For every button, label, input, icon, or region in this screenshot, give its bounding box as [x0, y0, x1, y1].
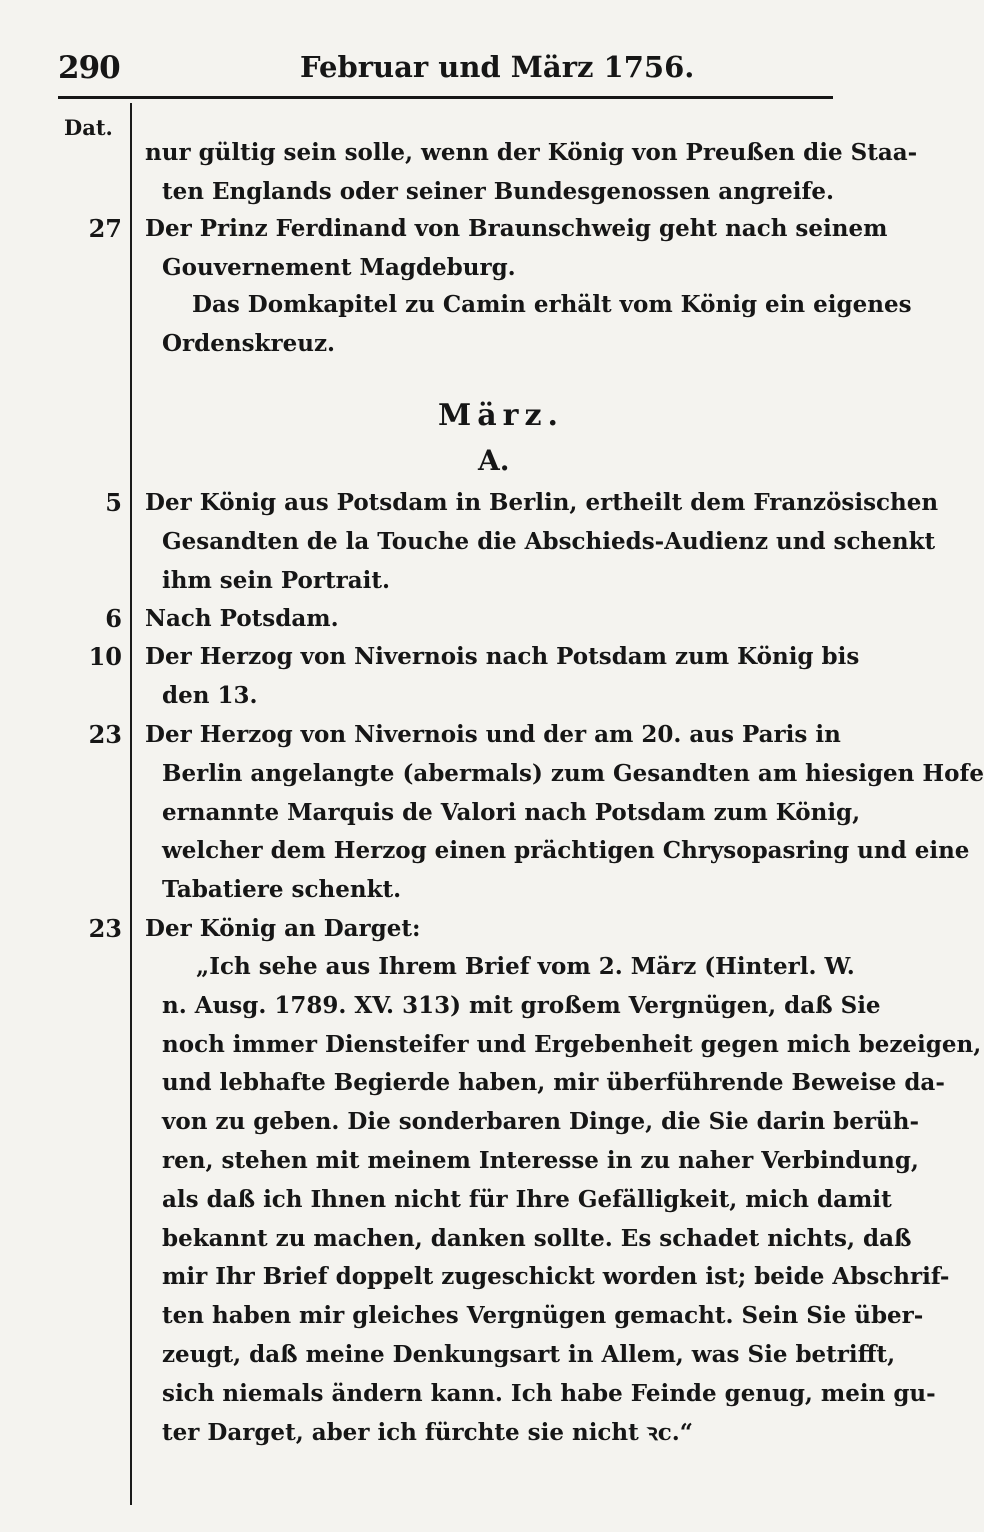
text-line: und lebhafte Begierde haben, mir überführende Beweise da- [162, 1069, 945, 1097]
text-line: Das Domkapitel zu Camin erhält vom König ein eigenes [192, 291, 912, 318]
month-heading: März. [438, 398, 564, 433]
text-line: Nach Potsdam. [145, 605, 339, 632]
text-line: als daß ich Ihnen nicht für Ihre Gefälligkeit, mich damit [162, 1185, 892, 1213]
text-line: ter Darget, aber ich fürchte sie nicht ꝛc.“ [162, 1418, 693, 1446]
date-column-label: Dat. [64, 115, 113, 140]
text-line: Gouvernement Magdeburg. [162, 253, 516, 281]
date-column-rule [130, 103, 132, 1505]
text-line: den 13. [162, 681, 258, 709]
text-line: Der König aus Potsdam in Berlin, ertheilt dem Französischen [145, 489, 939, 516]
text-line: „Ich sehe aus Ihrem Brief vom 2. März (Hinterl. W. [196, 953, 855, 980]
entry-date: 5 [105, 488, 122, 517]
text-line: Ordenskreuz. [162, 329, 336, 357]
entry-date: 10 [88, 642, 122, 671]
text-line: Tabatiere schenkt. [162, 876, 402, 904]
page-header [58, 50, 838, 90]
page-number: 290 [58, 50, 120, 86]
entry-date: 23 [88, 720, 122, 749]
text-line: von zu geben. Die sonderbaren Dinge, die Sie darin berüh- [162, 1108, 920, 1136]
text-line: ernannte Marquis de Valori nach Potsdam zum König, [162, 798, 861, 826]
text-line: sich niemals ändern kann. Ich habe Feinde genug, mein gu- [162, 1379, 936, 1407]
entry-date: 23 [88, 914, 122, 943]
text-line: welcher dem Herzog einen prächtigen Chrysopasring und eine [162, 837, 970, 865]
text-line: Der Prinz Ferdinand von Braunschweig geht nach seinem [145, 215, 888, 242]
text-line: ten Englands oder seiner Bundesgenossen angreife. [162, 177, 835, 205]
text-line: Der Herzog von Nivernois und der am 20. aus Paris in [145, 721, 841, 748]
text-line: Gesandten de la Touche die Abschieds-Audienz und schenkt [162, 527, 936, 555]
text-line: mir Ihr Brief doppelt zugeschickt worden ist; beide Abschrif- [162, 1263, 950, 1291]
text-line: Der Herzog von Nivernois nach Potsdam zum König bis [145, 643, 860, 670]
text-line: ihm sein Portrait. [162, 566, 391, 594]
header-rule [58, 96, 833, 99]
section-heading: A. [478, 444, 510, 477]
running-head: Februar und März 1756. [300, 50, 695, 84]
text-line: ren, stehen mit meinem Interesse in zu naher Verbindung, [162, 1147, 919, 1174]
text-line: bekannt zu machen, danken sollte. Es schadet nichts, daß [162, 1224, 912, 1252]
text-line: zeugt, daß meine Denkungsart in Allem, was Sie betrifft, [162, 1341, 896, 1368]
entry-date: 6 [105, 604, 122, 633]
text-line: ten haben mir gleiches Vergnügen gemacht. Sein Sie über- [162, 1302, 924, 1330]
text-line: noch immer Diensteifer und Ergebenheit gegen mich bezeigen, [162, 1030, 982, 1058]
text-line: nur gültig sein solle, wenn der König von Preußen die Staa- [145, 139, 918, 166]
entry-date: 27 [88, 214, 122, 243]
text-line: Berlin angelangte (abermals) zum Gesandten am hiesigen Hofe [162, 759, 984, 787]
text-line: Der König an Darget: [145, 915, 421, 942]
text-line: n. Ausg. 1789. XV. 313) mit großem Vergnügen, daß Sie [162, 991, 881, 1019]
